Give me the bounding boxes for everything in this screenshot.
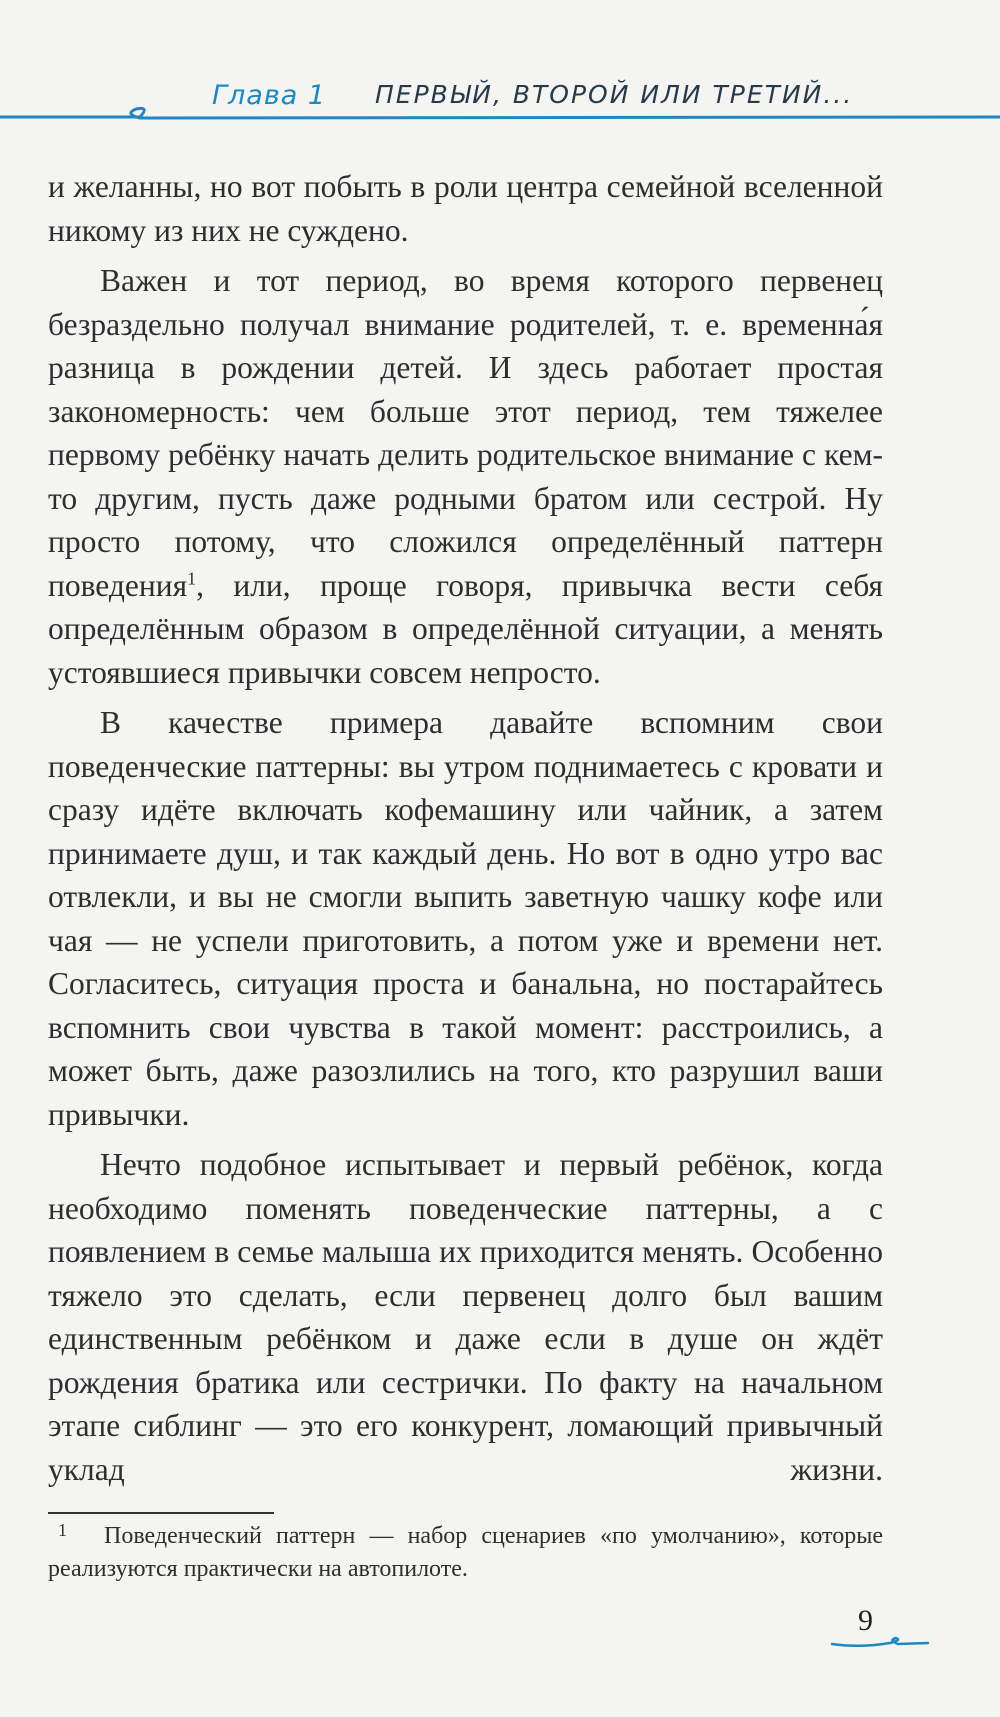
page-number-swoosh-icon (830, 1632, 930, 1654)
footnote-marker: 1 (58, 1520, 67, 1540)
paragraph-1: и желанны, но вот побыть в роли центра семейной вселенной никому из них не суждено. (48, 169, 883, 248)
chapter-label: Глава 1 (212, 80, 327, 111)
paragraph-2-part-2: , или, проще говоря, привычка вести себя определённым образом в определённой ситуации, а менять устоявшиеся привычки совсем непросто. (48, 567, 883, 690)
paragraph-4: Нечто подобное испытывает и первый ребёнок, когда необходимо поменять поведенческие паттерны, а с появлением в семье малыша их приходится менять. Особенно тяжело это сделать, если первенец долго был вашим единственным ребёнком и даже если в душе он ждёт рождения братика или сестрички. По факту на начальном этапе сиблинг — это его конкурент, ломающий привычный уклад жизни. (48, 1147, 883, 1487)
page-number: 9 (858, 1604, 873, 1637)
running-header (0, 70, 1000, 130)
paragraph-2 (48, 259, 883, 694)
running-title: ПЕРВЫЙ, ВТОРОЙ ИЛИ ТРЕТИЙ... (375, 80, 854, 109)
paragraph-3: В качестве примера давайте вспомним свои поведенческие паттерны: вы утром поднимаетесь с кровати и сразу идёте включать кофемашину или чайник, а затем принимаете душ, и так каждый день. Но вот в одно утро вас отвлекли, и вы не смогли выпить заветную чашку кофе или чая — не успели приготовить, а потом уже и времени нет. Согласитесь, ситуация проста и банальна, но постарайтесь вспомнить свои чувства в такой момент: расстроились, а может быть, даже разозлились на того, кто разрушил ваши привычки. (48, 705, 883, 1132)
footnote-reference: 1 (187, 568, 197, 588)
paragraph-2-part-1: Важен и тот период, во время которого первенец безраздельно получал внимание родителей, т. е. временна́я разница в рождении детей. И здесь работает простая закономерность: чем больше этот период, тем тяжелее первому ребёнку начать делить родительское внимание с кем-то другим, пусть даже родными братом или сестрой. Ну просто потому, что сложился определённый паттерн поведения (48, 263, 883, 603)
footnote (48, 1520, 883, 1586)
footnote-divider (48, 1512, 274, 1514)
footnote-text: Поведенческий паттерн — набор сценариев «по умолчанию», которые реализуются практически на автопилоте. (48, 1523, 883, 1582)
main-text (48, 165, 883, 1491)
